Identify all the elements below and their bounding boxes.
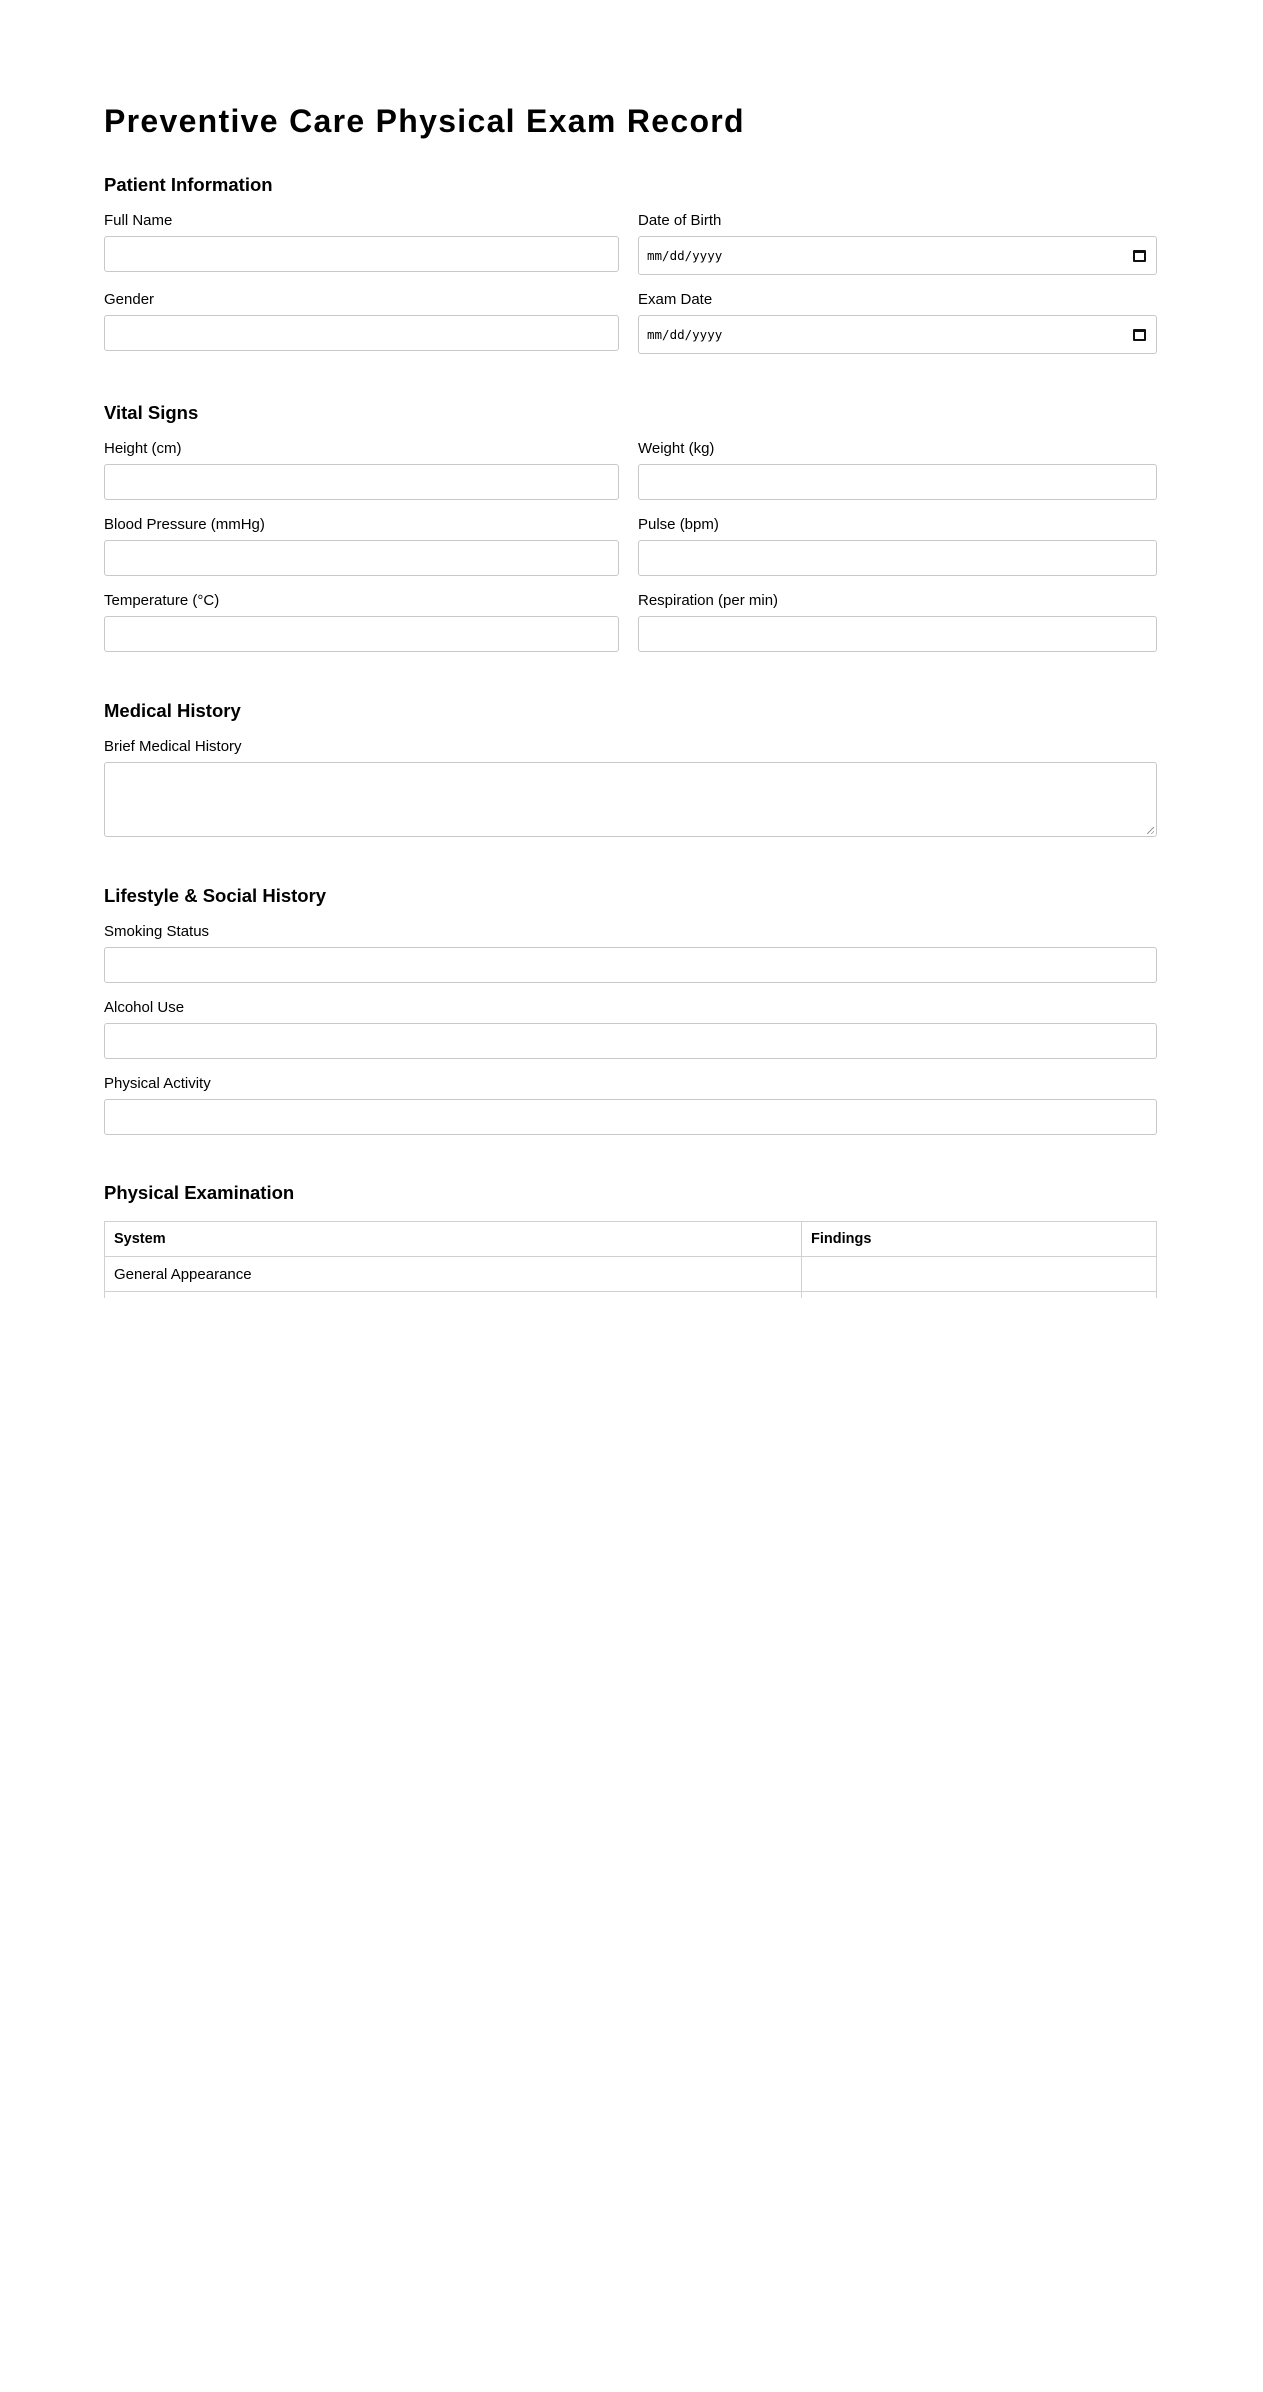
height-label: Height (cm) [104, 440, 182, 457]
full-name-input[interactable] [104, 236, 619, 272]
blood-pressure-label: Blood Pressure (mmHg) [104, 516, 265, 533]
temperature-input[interactable] [104, 616, 619, 652]
system-cell: General Appearance [105, 1257, 802, 1292]
pulse-label: Pulse (bpm) [638, 516, 719, 533]
section-heading-physical-examination: Physical Examination [104, 1182, 295, 1203]
physical-activity-input[interactable] [104, 1099, 1157, 1135]
table-row [105, 1292, 1157, 1299]
system-cell [105, 1292, 802, 1299]
gender-label: Gender [104, 291, 155, 308]
gender-input[interactable] [104, 315, 619, 351]
exam-record-form [104, 0, 1157, 1298]
respiration-label: Respiration (per min) [638, 592, 779, 609]
weight-input[interactable] [638, 464, 1157, 500]
section-heading-vital-signs: Vital Signs [104, 402, 199, 423]
blood-pressure-input[interactable] [104, 540, 619, 576]
findings-cell[interactable] [802, 1292, 1157, 1299]
alcohol-use-label: Alcohol Use [104, 999, 185, 1016]
table-row [105, 1257, 1157, 1292]
exam-date-placeholder: mm/dd/yyyy [647, 327, 723, 342]
column-header-system: System [105, 1222, 802, 1257]
exam-date-label: Exam Date [638, 291, 713, 308]
temperature-label: Temperature (°C) [104, 592, 220, 609]
exam-date-input[interactable] [638, 315, 1157, 354]
section-heading-lifestyle: Lifestyle & Social History [104, 885, 327, 906]
date-of-birth-label: Date of Birth [638, 212, 722, 229]
physical-exam-table [104, 1221, 1157, 1298]
physical-activity-label: Physical Activity [104, 1075, 211, 1092]
smoking-status-label: Smoking Status [104, 923, 210, 940]
respiration-input[interactable] [638, 616, 1157, 652]
brief-medical-history-textarea[interactable] [104, 762, 1157, 837]
alcohol-use-input[interactable] [104, 1023, 1157, 1059]
findings-cell[interactable] [802, 1257, 1157, 1292]
date-of-birth-placeholder: mm/dd/yyyy [647, 248, 723, 263]
resize-handle-icon[interactable] [1147, 827, 1154, 834]
calendar-icon[interactable] [1133, 250, 1146, 262]
weight-label: Weight (kg) [638, 440, 715, 457]
brief-medical-history-label: Brief Medical History [104, 738, 242, 755]
smoking-status-input[interactable] [104, 947, 1157, 983]
section-heading-medical-history: Medical History [104, 700, 241, 721]
full-name-label: Full Name [104, 212, 173, 229]
height-input[interactable] [104, 464, 619, 500]
calendar-icon[interactable] [1133, 329, 1146, 341]
page-title: Preventive Care Physical Exam Record [104, 103, 745, 139]
pulse-input[interactable] [638, 540, 1157, 576]
table-header-row [105, 1222, 1157, 1257]
date-of-birth-input[interactable] [638, 236, 1157, 275]
section-heading-patient-information: Patient Information [104, 174, 273, 195]
column-header-findings: Findings [802, 1222, 1157, 1257]
